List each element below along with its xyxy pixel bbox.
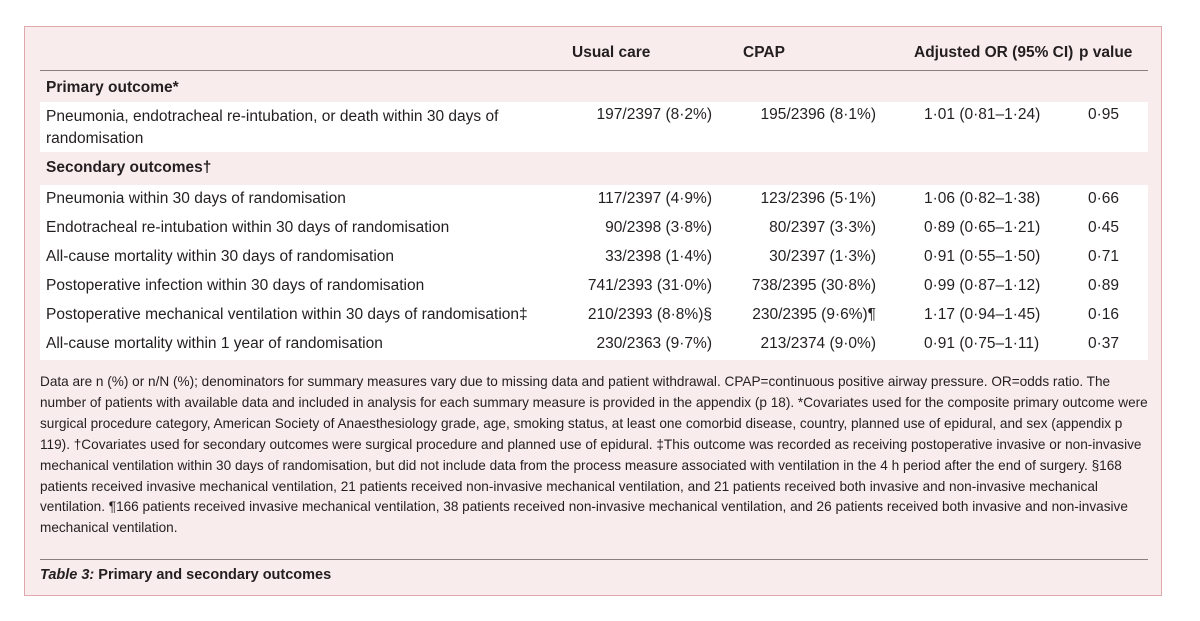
- usual-care-value: 90/2398 (3·8%): [605, 219, 712, 236]
- caption-rule: [40, 559, 1148, 560]
- cpap-value: 230/2395 (9·6%)¶: [752, 306, 876, 323]
- table-row: [40, 306, 1148, 330]
- table-row: [40, 248, 1148, 272]
- p-value: 0·37: [1088, 335, 1120, 352]
- or-value: 0·89 (0·65–1·21): [924, 219, 1041, 236]
- table-row: [40, 219, 1148, 243]
- cpap-value: 30/2397 (1·3%): [769, 248, 876, 265]
- p-value: 0·71: [1088, 248, 1120, 265]
- row-label: All-cause mortality within 30 days of randomisation: [46, 248, 395, 265]
- p-value: 0·66: [1088, 190, 1120, 207]
- or-value: 0·99 (0·87–1·12): [924, 277, 1041, 294]
- cpap-value: 195/2396 (8·1%): [760, 106, 876, 123]
- col-cpap: CPAP: [743, 44, 785, 61]
- caption-text: Primary and secondary outcomes: [98, 567, 332, 583]
- or-value: 0·91 (0·55–1·50): [924, 248, 1041, 265]
- row-label: Postoperative infection within 30 days of randomisation: [46, 277, 425, 294]
- usual-care-value: 230/2363 (9·7%): [596, 335, 712, 352]
- row-label: Pneumonia within 30 days of randomisation: [46, 190, 346, 207]
- primary-outcome-heading: Primary outcome*: [46, 79, 179, 96]
- table-footnote: Data are n (%) or n/N (%); denominators for summary measures vary due to missing data and patient withdrawal. CPAP=continuous positive airway pressure. OR=odds ratio. The number of patients with available data and included in analysis for each summary measure is provided in the appendix (p 18). *Covariates used for the composite primary outcome were surgical procedure category, American Society of Anaesthesiology grade, age, smoking status, at least one comorbid disease, country, planned use of epidural, and sex (appendix p 119). †Covariates used for secondary outcomes were surgical procedure and planned use of epidural. ‡This outcome was recorded as receiving postoperative invasive or non-invasive mechanical ventilation within 30 days of randomisation, but did not include data from the process measure associated with ventilation in the 4 h period after the end of surgery. §168 patients received invasive mechanical ventilation, 21 patients received non-invasive mechanical ventilation, and 21 patients received both invasive and non-invasive mechanical ventilation. ¶166 patients received invasive mechanical ventilation, 38 patients received non-invasive mechanical ventilation, and 26 patients received both invasive and non-invasive mechanical ventilation.: [40, 374, 1148, 536]
- p-value: 0·45: [1088, 219, 1120, 236]
- usual-care-value: 741/2393 (31·0%): [587, 277, 712, 294]
- row-label: Endotracheal re-intubation within 30 days of randomisation: [46, 219, 450, 236]
- cpap-value: 213/2374 (9·0%): [760, 335, 876, 352]
- table-row: [40, 335, 1148, 359]
- or-value: 1·01 (0·81–1·24): [924, 106, 1041, 123]
- usual-care-value: 117/2397 (4·9%): [597, 190, 712, 207]
- table-row: [40, 102, 1148, 152]
- col-adjusted-or: Adjusted OR (95% CI): [914, 44, 1074, 61]
- table-caption: [40, 567, 331, 583]
- col-usual-care: Usual care: [572, 44, 651, 61]
- row-label: Pneumonia, endotracheal re-intubation, or death within 30 days of randomisation: [46, 108, 499, 147]
- row-label: Postoperative mechanical ventilation within 30 days of randomisation‡: [46, 306, 528, 323]
- table-row: [40, 277, 1148, 301]
- p-value: 0·16: [1088, 306, 1120, 323]
- or-value: 1·17 (0·94–1·45): [924, 306, 1041, 323]
- col-p-value: p value: [1079, 44, 1133, 61]
- usual-care-value: 210/2393 (8·8%)§: [587, 306, 712, 323]
- table-panel: [24, 26, 1162, 596]
- header-rule: [40, 70, 1148, 71]
- or-value: 0·91 (0·75–1·11): [924, 335, 1040, 352]
- table-row: [40, 190, 1148, 214]
- p-value: 0·95: [1088, 106, 1120, 123]
- usual-care-value: 197/2397 (8·2%): [596, 106, 712, 123]
- cpap-value: 123/2396 (5·1%): [760, 190, 876, 207]
- cpap-value: 738/2395 (30·8%): [751, 277, 876, 294]
- secondary-outcomes-heading: Secondary outcomes†: [46, 159, 212, 176]
- caption-label: Table 3:: [40, 567, 95, 583]
- usual-care-value: 33/2398 (1·4%): [605, 248, 712, 265]
- row-label: All-cause mortality within 1 year of randomisation: [46, 335, 383, 352]
- or-value: 1·06 (0·82–1·38): [924, 190, 1041, 207]
- p-value: 0·89: [1088, 277, 1120, 294]
- cpap-value: 80/2397 (3·3%): [769, 219, 876, 236]
